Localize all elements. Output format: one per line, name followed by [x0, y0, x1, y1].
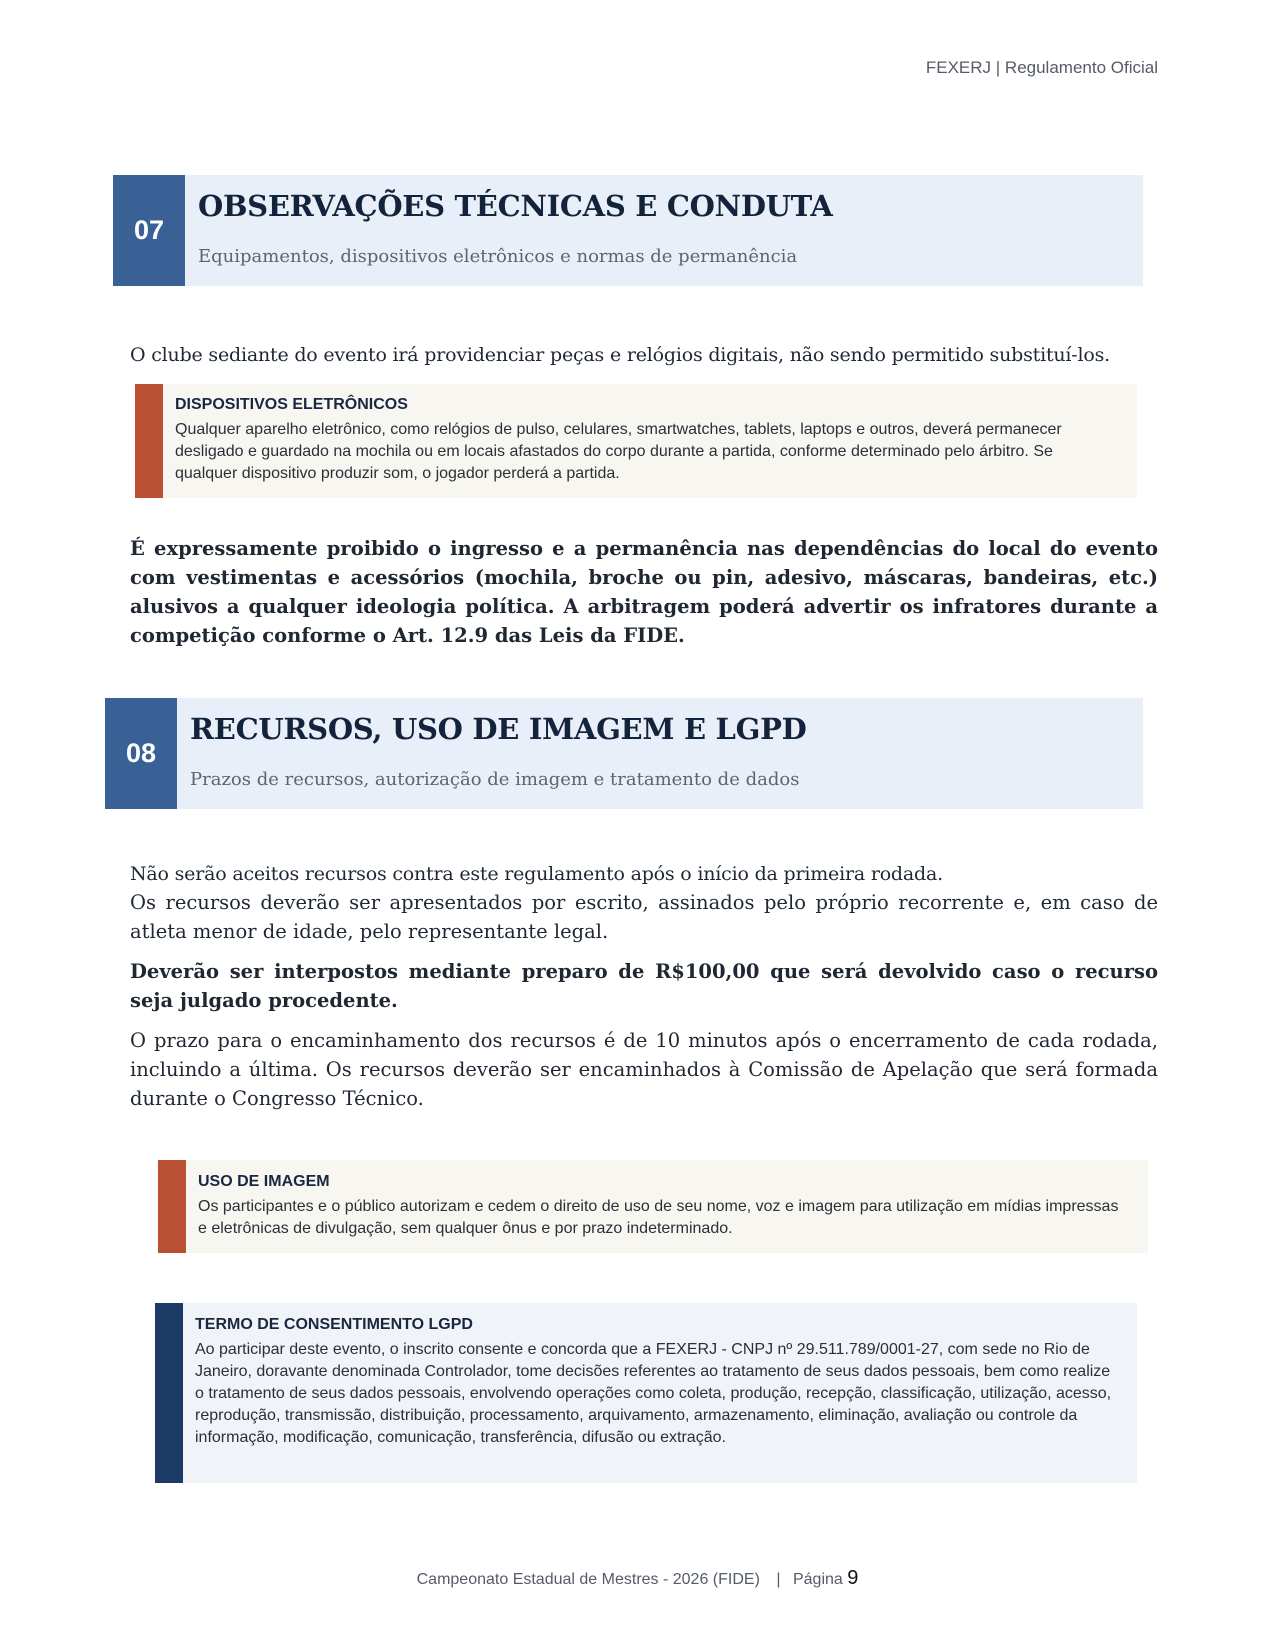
section-header-08 — [105, 698, 1143, 809]
callout-text: Os participantes e o público autorizam e cedem o direito de uso de seu nome, voz e imagem para utilização em mídias impressas e eletrônicas de divulgação, sem qualquer ônus e por prazo indeterminado. — [198, 1198, 1119, 1237]
page-number: 9 — [847, 1567, 859, 1589]
section-subtitle: Equipamentos, dispositivos eletrônicos e normas de permanência — [198, 246, 798, 267]
callout-text: Ao participar deste evento, o inscrito consente e concorda que a FEXERJ - CNPJ nº 29.511.789/0001-27, com sede no Rio de Janeiro, doravante denominada Controlador, tome decisões referentes ao tratamento de seus dados pessoais, bem como realize o tratamento de seus dados pessoais, envolvendo operações como coleta, produção, recepção, classificação, utilização, acesso, reprodução, transmissão, distribuição, processamento, arquivamento, armazenamento, eliminação, avaliação ou controle da informação, modificação, comunicação, transferência, difusão ou extração. — [195, 1341, 1112, 1446]
lgpd-consent-callout — [155, 1303, 1137, 1483]
callout-accent-bar — [155, 1303, 183, 1483]
footer-separator: | — [776, 1571, 781, 1588]
political-prohibition-paragraph: É expressamente proibido o ingresso e a permanência nas dependências do local do evento com vestimentas e acessórios (mochila, broche ou pin, adesivo, máscaras, bandeiras, etc.) alusivos a qualquer ideologia política. A arbitragem poderá advertir os infratores durante a competição conforme o Art. 12.9 das Leis da FIDE. — [130, 537, 1158, 647]
callout-accent-bar — [158, 1160, 186, 1253]
section-header-07 — [113, 175, 1143, 286]
footer-event-name: Campeonato Estadual de Mestres - 2026 (FIDE) — [416, 1571, 760, 1588]
appeals-paragraph-line-2: Os recursos deverão ser apresentados por escrito, assinados pelo próprio recorrente e, em caso de atleta menor de idade, pelo representante legal. — [130, 891, 1158, 943]
callout-title: USO DE IMAGEM — [198, 1173, 330, 1190]
electronic-devices-callout — [135, 384, 1137, 498]
appeals-paragraph-line-1: Não serão aceitos recursos contra este regulamento após o início da primeira rodada. — [130, 863, 943, 885]
callout-title: TERMO DE CONSENTIMENTO LGPD — [195, 1316, 473, 1333]
section-title: RECURSOS, USO DE IMAGEM E LGPD — [190, 712, 807, 746]
footer-page-label: Página — [792, 1571, 843, 1588]
appeals-fee-paragraph: Deverão ser interpostos mediante preparo de R$100,00 que será devolvido caso o recurso seja julgado procedente. — [130, 960, 1158, 1012]
page-footer — [0, 1567, 1275, 1590]
callout-accent-bar — [135, 384, 163, 498]
section-title: OBSERVAÇÕES TÉCNICAS E CONDUTA — [198, 189, 833, 223]
appeals-deadline-paragraph: O prazo para o encaminhamento dos recursos é de 10 minutos após o encerramento de cada rodada, incluindo a última. Os recursos deverão ser encaminhados à Comissão de Apelação que será formada durante o Congresso Técnico. — [130, 1029, 1158, 1110]
page-header: FEXERJ | Regulamento Oficial — [925, 58, 1158, 77]
callout-title: DISPOSITIVOS ELETRÔNICOS — [175, 396, 408, 413]
section-intro: O clube sediante do evento irá providenciar peças e relógios digitais, não sendo permitido substituí-los. — [130, 344, 1111, 366]
section-subtitle: Prazos de recursos, autorização de imagem e tratamento de dados — [190, 769, 800, 790]
image-use-callout — [158, 1160, 1148, 1253]
section-number: 07 — [113, 175, 185, 286]
callout-text: Qualquer aparelho eletrônico, como relógios de pulso, celulares, smartwatches, tablets, laptops e outros, deverá permanecer desligado e guardado na mochila ou em locais afastados do corpo durante a partida, conforme determinado pelo árbitro. Se qualquer dispositivo produzir som, o jogador perderá a partida. — [175, 421, 1062, 482]
section-number: 08 — [105, 698, 177, 809]
